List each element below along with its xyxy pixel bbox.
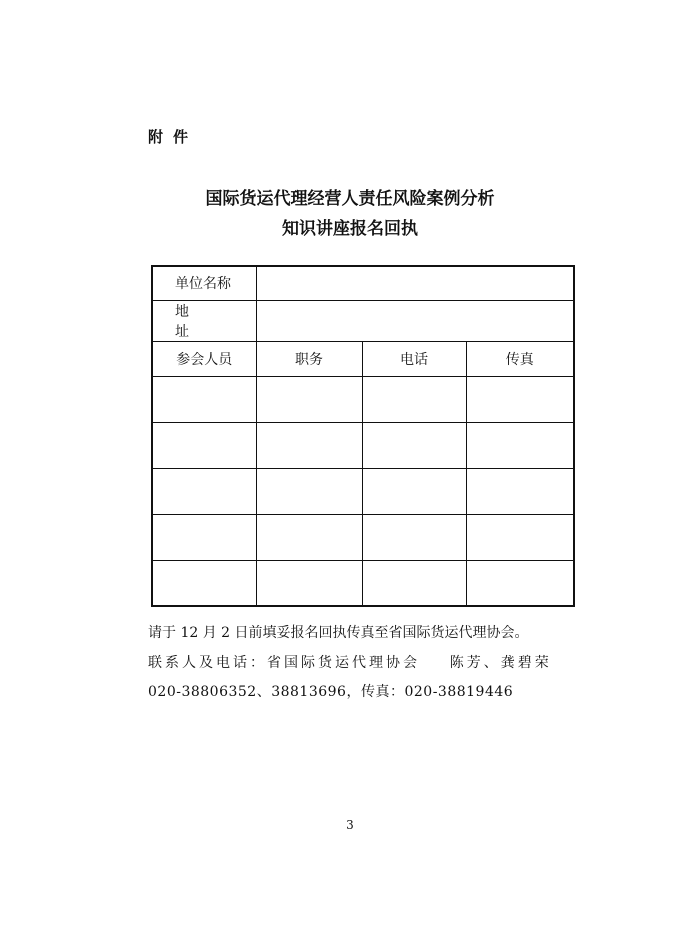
position-cell[interactable] bbox=[256, 376, 362, 422]
unit-name-row bbox=[152, 266, 574, 300]
header-position: 职务 bbox=[256, 341, 362, 376]
attendee-cell[interactable] bbox=[152, 468, 256, 514]
attendee-cell[interactable] bbox=[152, 560, 256, 606]
header-fax: 传真 bbox=[466, 341, 574, 376]
position-cell[interactable] bbox=[256, 560, 362, 606]
table-row bbox=[152, 422, 574, 468]
fax-cell[interactable] bbox=[466, 560, 574, 606]
address-label: 地址 bbox=[152, 300, 256, 341]
table-row bbox=[152, 376, 574, 422]
phone-fax-numbers: 020-38806352、38813696，传真：020-38819446 bbox=[148, 684, 514, 700]
table-row bbox=[152, 514, 574, 560]
attendee-cell[interactable] bbox=[152, 422, 256, 468]
fax-cell[interactable] bbox=[466, 514, 574, 560]
table-row bbox=[152, 468, 574, 514]
unit-name-field[interactable] bbox=[256, 266, 574, 300]
address-field[interactable] bbox=[256, 300, 574, 341]
position-cell[interactable] bbox=[256, 468, 362, 514]
submission-instruction: 请于 12 月 2 日前填妥报名回执传真至省国际货运代理协会。 bbox=[148, 625, 529, 641]
phone-cell[interactable] bbox=[362, 468, 466, 514]
fax-cell[interactable] bbox=[466, 376, 574, 422]
attendee-cell[interactable] bbox=[152, 514, 256, 560]
attachment-label: 附件 bbox=[148, 128, 199, 146]
position-cell[interactable] bbox=[256, 514, 362, 560]
registration-form-table bbox=[151, 265, 575, 607]
table-header-row bbox=[152, 341, 574, 376]
address-row bbox=[152, 300, 574, 341]
unit-name-label: 单位名称 bbox=[152, 266, 256, 300]
position-cell[interactable] bbox=[256, 422, 362, 468]
page-number: 3 bbox=[346, 818, 354, 832]
document-subtitle: 知识讲座报名回执 bbox=[282, 219, 418, 239]
document-title: 国际货运代理经营人责任风险案例分析 bbox=[205, 189, 495, 209]
phone-cell[interactable] bbox=[362, 376, 466, 422]
fax-cell[interactable] bbox=[466, 422, 574, 468]
header-phone: 电话 bbox=[362, 341, 466, 376]
phone-cell[interactable] bbox=[362, 514, 466, 560]
contact-info: 联系人及电话：省国际货运代理协会 陈芳、龚碧荣 bbox=[148, 655, 552, 671]
attendee-cell[interactable] bbox=[152, 376, 256, 422]
header-attendee: 参会人员 bbox=[152, 341, 256, 376]
phone-cell[interactable] bbox=[362, 422, 466, 468]
table-row bbox=[152, 560, 574, 606]
fax-cell[interactable] bbox=[466, 468, 574, 514]
phone-cell[interactable] bbox=[362, 560, 466, 606]
